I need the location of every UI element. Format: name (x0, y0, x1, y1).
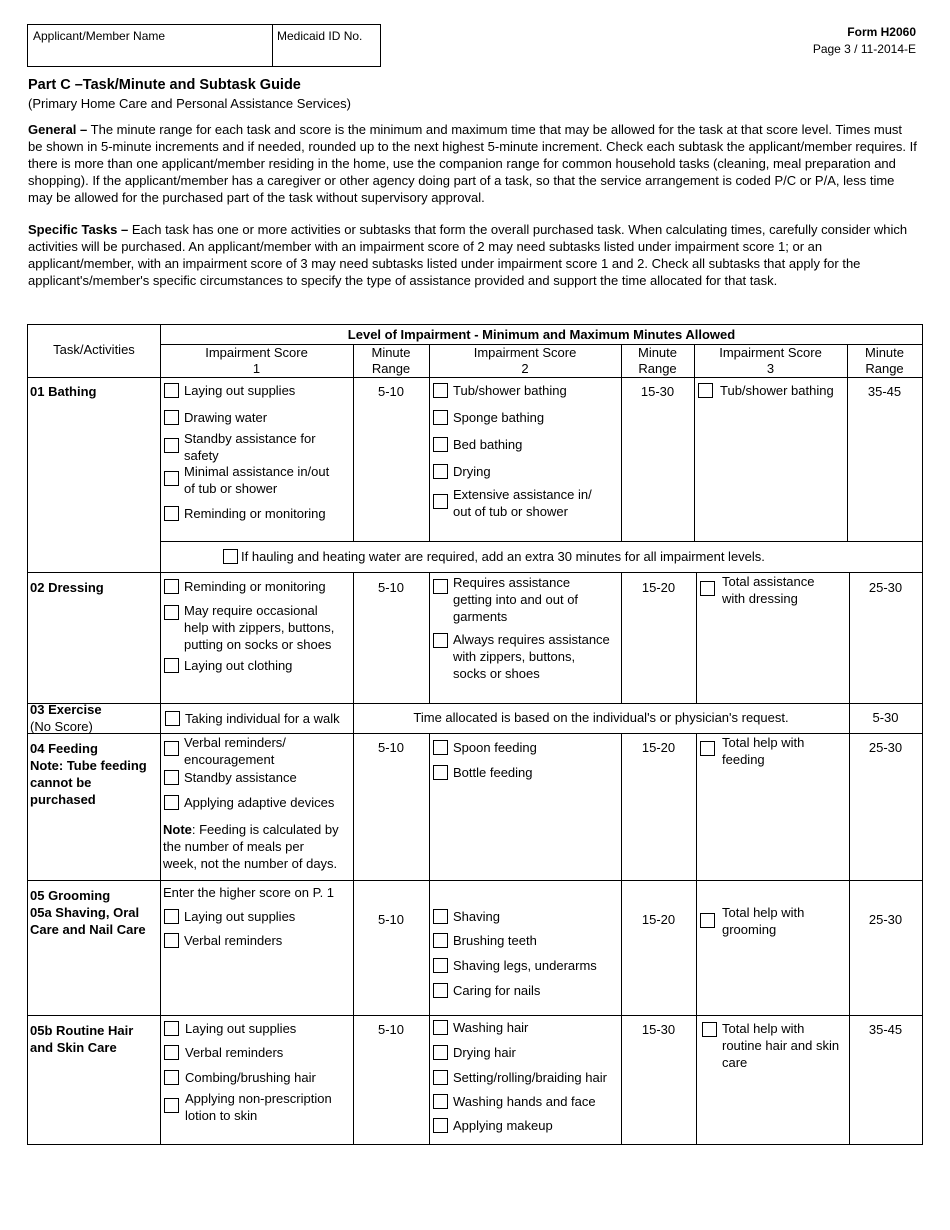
checkbox[interactable] (164, 795, 179, 810)
specific-tasks-paragraph (28, 221, 918, 289)
checkbox[interactable] (164, 438, 179, 453)
exercise-range: 5-30 (872, 710, 899, 725)
range1-header: Minute Range (371, 345, 411, 376)
checkbox[interactable] (433, 410, 448, 425)
feeding-range3: 25-30 (868, 740, 903, 755)
score3-header: Impairment Score 3 (719, 345, 822, 376)
bathing-s3-tub-shower[interactable]: Tub/shower bathing (698, 382, 846, 399)
hair-s2-setting-braiding[interactable]: Setting/rolling/braiding hair (433, 1069, 621, 1086)
score2-header: Impairment Score 2 (473, 345, 577, 376)
grooming-range1: 5-10 (377, 912, 405, 927)
checkbox[interactable] (433, 909, 448, 924)
checkbox[interactable] (433, 1094, 448, 1109)
task-dressing: 02 Dressing (30, 580, 104, 595)
checkbox[interactable] (164, 933, 179, 948)
checkbox[interactable] (433, 464, 448, 479)
exercise-s1-taking-walk[interactable]: Taking individual for a walk (165, 710, 353, 727)
bathing-s2-sponge[interactable]: Sponge bathing (433, 409, 618, 426)
bathing-range3: 35-45 (867, 384, 902, 399)
checkbox[interactable] (165, 711, 180, 726)
checkbox[interactable] (164, 1098, 179, 1113)
grooming-s2-shaving-legs[interactable]: Shaving legs, underarms (433, 957, 618, 974)
checkbox[interactable] (433, 1118, 448, 1133)
hair-s2-makeup[interactable]: Applying makeup (433, 1117, 621, 1134)
checkbox[interactable] (433, 1020, 448, 1035)
dressing-range3: 25-30 (868, 580, 903, 595)
checkbox[interactable] (164, 410, 179, 425)
specific-text: Each task has one or more activities or subtasks that form the overall purchased task. When calculating times, carefully consider which activities will be purchased. An applicant/member with an impairment score of 2 may need subtasks listed under impairment score 1; or an applicant/member, with an impairment score of 3 may need subtasks listed under impairment score 1 and 2. Check all subtasks that apply for the applicant's/member's specific circumstances to specify the type of assistance provided and support the time allocated for that task. (28, 222, 908, 288)
checkbox[interactable] (700, 741, 715, 756)
bathing-range2: 15-30 (640, 384, 675, 399)
hair-range3: 35-45 (868, 1022, 903, 1037)
checkbox[interactable] (164, 579, 179, 594)
checkbox[interactable] (433, 983, 448, 998)
range3-header: Minute Range (864, 345, 905, 376)
checkbox[interactable] (433, 633, 448, 648)
checkbox[interactable] (433, 740, 448, 755)
exercise-note: Time allocated is based on the individual's or physician's request. (413, 710, 789, 725)
task-routine-hair: 05b Routine Hair and Skin Care (30, 1023, 134, 1055)
feeding-range1: 5-10 (377, 740, 405, 755)
checkbox[interactable] (164, 383, 179, 398)
checkbox[interactable] (164, 506, 179, 521)
specific-label: Specific Tasks – (28, 222, 129, 237)
grooming-s2-brushing-teeth[interactable]: Brushing teeth (433, 932, 618, 949)
bathing-hauling-water-note[interactable]: If hauling and heating water are required, add an extra 30 minutes for all impairment levels. (223, 548, 823, 565)
grooming-s1-verbal-reminders[interactable]: Verbal reminders (164, 932, 349, 949)
applicant-name-field[interactable] (27, 24, 273, 67)
bathing-s1-laying-out-supplies[interactable]: Laying out supplies (164, 382, 349, 399)
feeding-s3-total-help[interactable]: Total help with feeding (700, 734, 848, 768)
hair-s1-verbal-reminders[interactable]: Verbal reminders (164, 1044, 349, 1061)
dressing-s1-laying-out-clothing[interactable]: Laying out clothing (164, 657, 349, 674)
checkbox[interactable] (433, 494, 448, 509)
grooming-range2: 15-20 (641, 912, 676, 927)
checkbox[interactable] (433, 437, 448, 452)
hair-s2-washing-hair[interactable]: Washing hair (433, 1019, 621, 1036)
checkbox[interactable] (698, 383, 713, 398)
checkbox[interactable] (433, 958, 448, 973)
feeding-s1-adaptive-devices[interactable]: Applying adaptive devices (164, 794, 349, 811)
checkbox[interactable] (164, 471, 179, 486)
applicant-name-label: Applicant/Member Name (33, 29, 166, 43)
checkbox[interactable] (164, 658, 179, 673)
feeding-s2-spoon[interactable]: Spoon feeding (433, 739, 618, 756)
score1-header: Impairment Score 1 (205, 345, 308, 376)
checkbox[interactable] (164, 1070, 179, 1085)
general-paragraph (28, 121, 918, 206)
dressing-s1-reminding[interactable]: Reminding or monitoring (164, 578, 349, 595)
dressing-s2-requires-assistance[interactable]: Requires assistance getting into and out of garments (433, 574, 621, 625)
page-info: Page 3 / 11-2014-E (812, 42, 916, 56)
bathing-s2-tub-shower[interactable]: Tub/shower bathing (433, 382, 618, 399)
hair-s1-laying-out-supplies[interactable]: Laying out supplies (164, 1020, 349, 1037)
checkbox[interactable] (433, 765, 448, 780)
task-feeding: 04 Feeding Note: Tube feeding cannot be purchased (30, 741, 147, 807)
grooming-s3-total-help[interactable]: Total help with grooming (700, 904, 848, 938)
task-bathing: 01 Bathing (30, 384, 97, 399)
feeding-s2-bottle[interactable]: Bottle feeding (433, 764, 618, 781)
bathing-s1-standby-assistance[interactable]: Standby assistance for safety (164, 430, 349, 464)
grooming-s1-laying-out-supplies[interactable]: Laying out supplies (164, 908, 349, 925)
grooming-s2-shaving[interactable]: Shaving (433, 908, 618, 925)
hair-s1-combing[interactable]: Combing/brushing hair (164, 1069, 349, 1086)
bathing-s2-extensive-assistance[interactable]: Extensive assistance in/ out of tub or shower (433, 486, 618, 520)
bathing-s1-reminding-monitoring[interactable]: Reminding or monitoring (164, 505, 349, 522)
hair-s2-drying-hair[interactable]: Drying hair (433, 1044, 621, 1061)
checkbox[interactable] (433, 383, 448, 398)
hair-s1-lotion[interactable]: Applying non-prescription lotion to skin (164, 1090, 349, 1124)
grooming-enter-higher-score: Enter the higher score on P. 1 (163, 885, 335, 900)
form-number: Form H2060 (847, 25, 916, 39)
hair-s3-total-help[interactable]: Total help with routine hair and skin care (702, 1020, 849, 1071)
dressing-range1: 5-10 (377, 580, 405, 595)
dressing-s2-always-requires[interactable]: Always requires assistance with zippers, buttons, socks or shoes (433, 631, 621, 682)
page-title: Part C –Task/Minute and Subtask Guide (28, 77, 301, 93)
bathing-s1-drawing-water[interactable]: Drawing water (164, 409, 349, 426)
bathing-range1: 5-10 (377, 384, 405, 399)
checkbox[interactable] (164, 770, 179, 785)
hair-s2-washing-hands-face[interactable]: Washing hands and face (433, 1093, 621, 1110)
checkbox[interactable] (164, 909, 179, 924)
checkbox[interactable] (700, 913, 715, 928)
hair-range2: 15-30 (641, 1022, 676, 1037)
medicaid-id-label: Medicaid ID No. (277, 29, 363, 43)
general-label: General – (28, 122, 88, 137)
medicaid-id-field[interactable] (272, 24, 381, 67)
checkbox[interactable] (433, 579, 448, 594)
checkbox[interactable] (702, 1022, 717, 1037)
checkbox[interactable] (433, 1070, 448, 1085)
dressing-range2: 15-20 (641, 580, 676, 595)
checkbox[interactable] (433, 933, 448, 948)
grooming-range3: 25-30 (868, 912, 903, 927)
general-text: The minute range for each task and score is the minimum and maximum time that may be allowed for the task at that score level. Times must be shown in 5-minute increments and if needed, rounded up to the next highest 5-minute increment. Check each subtask the applicant/member requires. If there is more than one applicant/member residing in the home, use the companion range for common household tasks (cleaning, meal preparation and shopping). If the applicant/member has a caregiver or other agency doing part of a task, so that the service arrangement is coded P/C or P/A, less time may be allowed for the purchased part of the task without supervisory approval. (28, 122, 917, 205)
feeding-s1-verbal-reminders[interactable]: Verbal reminders/ encouragement (164, 734, 349, 768)
bathing-s2-drying[interactable]: Drying (433, 463, 618, 480)
dressing-s3-total-assistance[interactable]: Total assistance with dressing (700, 573, 848, 607)
task-activities-header: Task/Activities (53, 342, 135, 357)
checkbox[interactable] (433, 1045, 448, 1060)
checkbox[interactable] (223, 549, 238, 564)
page-subtitle: (Primary Home Care and Personal Assistance Services) (28, 96, 351, 111)
feeding-note: Note: Feeding is calculated by the number of meals per week, not the number of days. (163, 822, 339, 871)
range2-header: Minute Range (637, 345, 678, 376)
bathing-s2-bed[interactable]: Bed bathing (433, 436, 618, 453)
checkbox[interactable] (164, 1045, 179, 1060)
bathing-s1-minimal-assistance[interactable]: Minimal assistance in/out of tub or shower (164, 463, 349, 497)
task-grooming: 05 Grooming 05a Shaving, Oral Care and Nail Care (30, 888, 146, 937)
level-of-impairment-header: Level of Impairment - Minimum and Maximum Minutes Allowed (347, 327, 736, 342)
dressing-s1-occasional-help[interactable]: May require occasional help with zippers, buttons, putting on socks or shoes (164, 602, 349, 653)
checkbox[interactable] (164, 741, 179, 756)
feeding-s1-standby[interactable]: Standby assistance (164, 769, 349, 786)
grooming-s2-caring-nails[interactable]: Caring for nails (433, 982, 618, 999)
checkbox[interactable] (164, 605, 179, 620)
checkbox[interactable] (700, 581, 715, 596)
task-exercise: 03 Exercise (No Score) (30, 702, 102, 734)
feeding-range2: 15-20 (641, 740, 676, 755)
checkbox[interactable] (164, 1021, 179, 1036)
hair-range1: 5-10 (377, 1022, 405, 1037)
